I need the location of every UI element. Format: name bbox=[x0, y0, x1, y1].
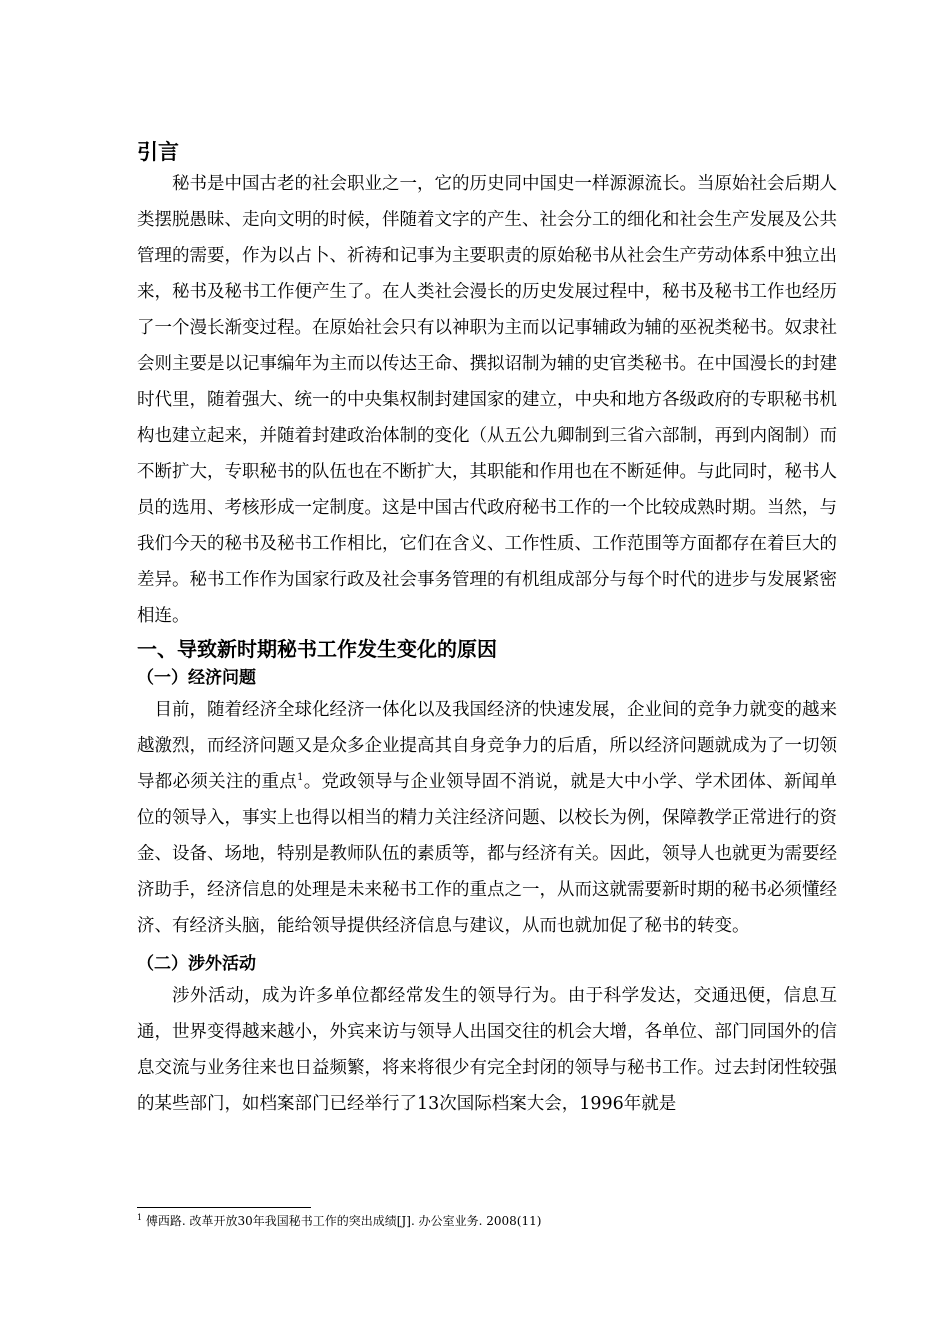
footnote-reference[interactable]: 1 bbox=[297, 772, 304, 784]
footnote bbox=[137, 1213, 837, 1229]
foreign-paragraph: 涉外活动，成为许多单位都经常发生的领导行为。由于科学发达，交通迅便，信息互通，世界变得越来越小，外宾来访与领导人出国交往的机会大增，各单位、部门同国外的信息交流与业务往来也日益频繁，将来将很少有完全封闭的领导与秘书工作。过去封闭性较强的某些部门，如档案部门已经举行了13次国际档案大会，1996年就是 bbox=[137, 986, 837, 1114]
economy-paragraph bbox=[137, 692, 837, 944]
economy-text-part2: 。党政领导与企业领导固不消说，就是大中小学、学术团体、新闻单位的领导入，事实上也得以相当的精力关注经济问题、以校长为例，保障教学正常进行的资金、设备、场地，特别是教师队伍的素质等，都与经济有关。因此，领导人也就更为需要经济助手，经济信息的处理是未来秘书工作的重点之一，从而这就需要新时期的秘书必须懂经济、有经济头脑，能给领导提供经济信息与建议，从而也就加促了秘书的转变。 bbox=[137, 772, 838, 936]
footnote-text: 傅西路. 改革开放30年我国秘书工作的突出成绩[J]. 办公室业务. 2008(11) bbox=[142, 1214, 542, 1228]
subsection-heading-economy: （一）经济问题 bbox=[137, 668, 256, 688]
economy-text-part1: 目前，随着经济全球化经济一体化以及我国经济的快速发展，企业间的竞争力就变的越来越激烈，而经济问题又是众多企业提高其自身竞争力的后盾，所以经济问题就成为了一切领导都必须关注的重点 bbox=[137, 700, 837, 792]
intro-heading: 引言 bbox=[137, 140, 179, 164]
subsection-heading-foreign: （二）涉外活动 bbox=[137, 954, 256, 974]
footnote-separator bbox=[137, 1207, 311, 1208]
footnote-marker: 1 bbox=[137, 1213, 143, 1222]
document-body bbox=[137, 138, 837, 1122]
intro-paragraph: 秘书是中国古老的社会职业之一，它的历史同中国史一样源源流长。当原始社会后期人类摆脱愚昧、走向文明的时候，伴随着文字的产生、社会分工的细化和社会生产发展及公共管理的需要，作为以占卜、祈祷和记事为主要职责的原始秘书从社会生产劳动体系中独立出来，秘书及秘书工作便产生了。在人类社会漫长的历史发展过程中，秘书及秘书工作也经历了一个漫长渐变过程。在原始社会只有以神职为主而以记事辅政为辅的巫祝类秘书。奴隶社会则主要是以记事编年为主而以传达王命、撰拟诏制为辅的史官类秘书。在中国漫长的封建时代里，随着强大、统一的中央集权制封建国家的建立，中央和地方各级政府的专职秘书机构也建立起来，并随着封建政治体制的变化（从五公九卿制到三省六部制，再到内阁制）而不断扩大，专职秘书的队伍也在不断扩大，其职能和作用也在不断延伸。与此同时，秘书人员的选用、考核形成一定制度。这是中国古代政府秘书工作的一个比较成熟时期。当然，与我们今天的秘书及秘书工作相比，它们在含义、工作性质、工作范围等方面都存在着巨大的差异。秘书工作作为国家行政及社会事务管理的有机组成部分与每个时代的进步与发展紧密相连。 bbox=[137, 174, 837, 626]
section-heading: 一、导致新时期秘书工作发生变化的原因 bbox=[137, 637, 497, 661]
